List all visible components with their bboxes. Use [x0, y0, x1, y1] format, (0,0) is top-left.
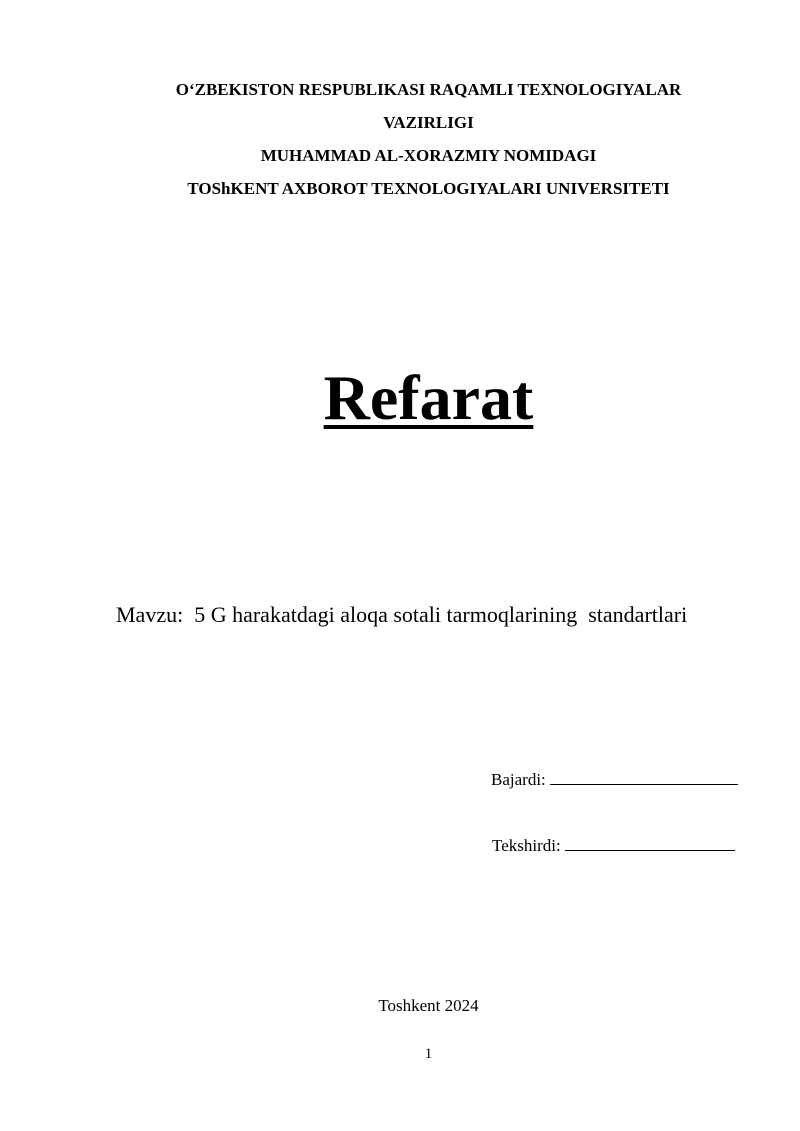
header-line-named-after: MUHAMMAD AL-XORAZMIY NOMIDAGI: [260, 146, 597, 165]
document-title: Refarat: [323, 362, 534, 433]
institution-header: [0, 73, 800, 205]
topic-line: Mavzu: 5 G harakatdagi aloqa sotali tarmoqlarining standartlari: [116, 602, 688, 627]
header-line-ministry-cont: VAZIRLIGI: [383, 113, 474, 132]
performed-by-row: [491, 766, 738, 792]
checked-by-row: [492, 832, 735, 858]
performed-by-blank: [550, 766, 738, 785]
performed-by-label: Bajardi:: [491, 770, 546, 789]
header-line-ministry: O‘ZBEKISTON RESPUBLIKASI RAQAMLI TEXNOLOGIYALAR: [175, 80, 682, 99]
checked-by-blank: [565, 832, 735, 851]
checked-by-label: Tekshirdi:: [492, 836, 561, 855]
page-number: 1: [424, 1046, 433, 1062]
header-line-university: TOShKENT AXBOROT TEXNOLOGIYALARI UNIVERSITETI: [187, 179, 670, 198]
place-year: Toshkent 2024: [378, 996, 479, 1015]
